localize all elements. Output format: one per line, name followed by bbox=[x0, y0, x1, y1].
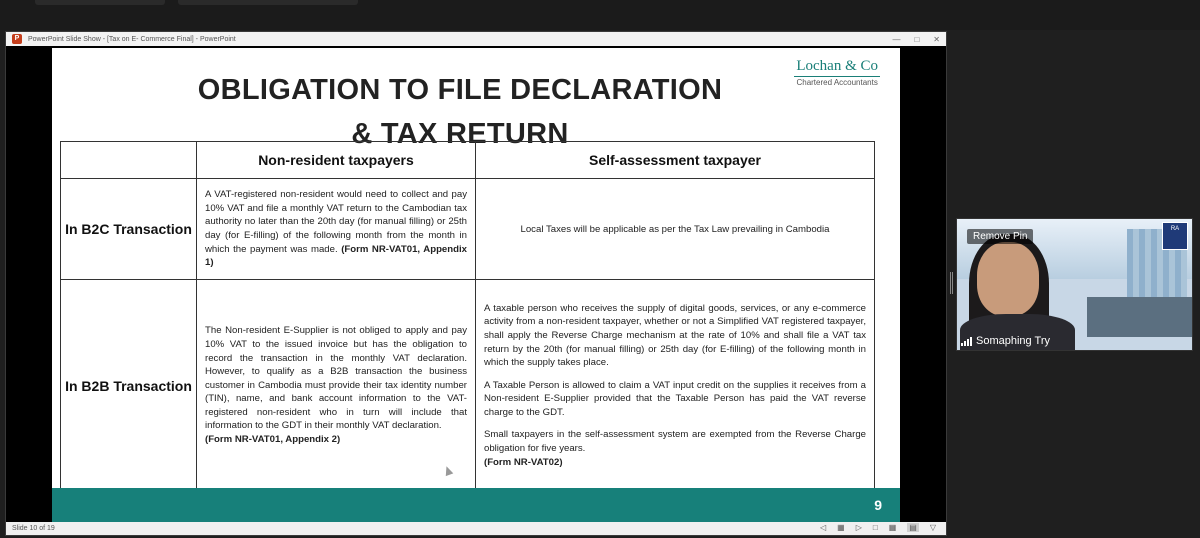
table-header-row bbox=[61, 142, 875, 179]
b2b-selfassessment-p2: A Taxable Person is allowed to claim a VAT input credit on the supplies it receives from a Non-resident E-Supplier provided that the Taxable Person has paid the VAT reverse charge to the GDT. bbox=[484, 379, 866, 418]
b2b-selfassessment-p3: Small taxpayers in the self-assessment system are exempted from the Reverse Charge obligation for five years. bbox=[484, 429, 866, 455]
table-row-b2c bbox=[61, 179, 875, 280]
b2b-nonresident-cell bbox=[197, 280, 476, 492]
slide-title-line1: OBLIGATION TO FILE DECLARATION bbox=[197, 74, 723, 106]
slide-title-line2: & TAX RETURN bbox=[351, 118, 569, 150]
brand-subtitle: Chartered Accountants bbox=[796, 78, 878, 87]
slide-footer bbox=[52, 488, 900, 524]
slideshow-view-icon[interactable]: ▽ bbox=[929, 523, 936, 532]
b2c-nonresident-cell bbox=[197, 179, 476, 280]
b2b-nonresident-form: (Form NR-VAT01, Appendix 2) bbox=[205, 434, 341, 446]
statusbar-controls bbox=[820, 523, 936, 532]
minimize-icon[interactable]: — bbox=[892, 34, 901, 44]
powerpoint-icon: P bbox=[12, 34, 22, 44]
slide-menu-icon[interactable]: ▦ bbox=[837, 523, 845, 532]
close-icon[interactable]: ✕ bbox=[933, 34, 940, 44]
slide bbox=[52, 48, 900, 524]
signal-bars-icon bbox=[961, 337, 972, 346]
video-background-desk bbox=[1087, 297, 1193, 337]
normal-view-icon[interactable]: □ bbox=[872, 523, 878, 532]
status-bar bbox=[6, 522, 946, 535]
table-header-nonresident: Non-resident taxpayers bbox=[197, 142, 476, 179]
b2b-selfassessment-p1: A taxable person who receives the supply of digital goods, services, or any e-commerce activity from a non-resident taxpayer, whether or not a Simplified VAT registered taxpayer, shall apply the Reverse Charge mechanism at the rate of 10% and shall file a VAT tax return by the 20th (for manual filling) or 25th day (for E-filling) of the following month in which the supply takes place. bbox=[484, 302, 866, 369]
participant-name-tag bbox=[961, 335, 1050, 347]
tab-ghost bbox=[35, 0, 165, 5]
row-label-b2b: In B2B Transaction bbox=[61, 280, 197, 492]
reading-view-icon[interactable]: ▤ bbox=[909, 523, 917, 532]
b2b-selfassessment-cell bbox=[476, 280, 875, 492]
previous-slide-icon[interactable]: ◁ bbox=[820, 523, 827, 532]
next-slide-icon[interactable]: ▷ bbox=[855, 523, 862, 532]
table-row-b2b bbox=[61, 280, 875, 492]
window-controls bbox=[892, 32, 940, 46]
brand-name: Lochan & Co bbox=[794, 58, 880, 77]
participant-video-tile[interactable] bbox=[956, 218, 1193, 351]
obligation-table bbox=[60, 141, 875, 492]
b2b-selfassessment-form: (Form NR-VAT02) bbox=[484, 456, 563, 468]
panel-resize-handle[interactable] bbox=[950, 272, 953, 294]
window-title: PowerPoint Slide Show - [Tax on E- Commerce Final] - PowerPoint bbox=[28, 35, 236, 43]
row-label-b2c: In B2C Transaction bbox=[61, 179, 197, 280]
participant-name: Somaphing Try bbox=[976, 335, 1050, 347]
tab-ghost bbox=[178, 0, 358, 5]
participant-face bbox=[977, 242, 1039, 316]
top-strip bbox=[0, 0, 1200, 30]
slide-page-number: 9 bbox=[874, 497, 882, 513]
powerpoint-window bbox=[5, 31, 947, 536]
restore-icon[interactable]: □ bbox=[914, 34, 920, 44]
table-header-blank bbox=[61, 142, 197, 179]
organization-logo: RA bbox=[1162, 222, 1188, 250]
window-titlebar bbox=[6, 32, 946, 46]
b2c-nonresident-form: (Form NR-VAT01, Appendix 1) bbox=[205, 243, 467, 269]
slide-sorter-icon[interactable]: ▦ bbox=[888, 523, 897, 532]
b2c-selfassessment-cell: Local Taxes will be applicable as per the Tax Law prevailing in Cambodia bbox=[476, 179, 875, 280]
remove-pin-button[interactable]: Remove Pin bbox=[967, 229, 1033, 244]
slide-counter: Slide 10 of 19 bbox=[12, 525, 55, 532]
b2b-nonresident-text: The Non-resident E-Supplier is not obliged to apply and pay 10% VAT to the issued invoice but has the obligation to record the transaction in the monthly VAT declaration. However, to qualify as a B2B transaction the business customer in Cambodia must provide their tax identity number (TIN), name, and bank account information to the VAT-registered non-resident who in turn will include that information to the GDT in their monthly VAT declaration. bbox=[205, 325, 467, 432]
table-header-selfassessment: Self-assessment taxpayer bbox=[476, 142, 875, 179]
b2c-nonresident-text: A VAT-registered non-resident would need to collect and pay 10% VAT and file a monthly VAT return to the Cambodian tax authority no later than the 20th day (for manual filling) or 25th day (for E-filling) of the following month from the month in which the payment was made. bbox=[205, 189, 467, 255]
